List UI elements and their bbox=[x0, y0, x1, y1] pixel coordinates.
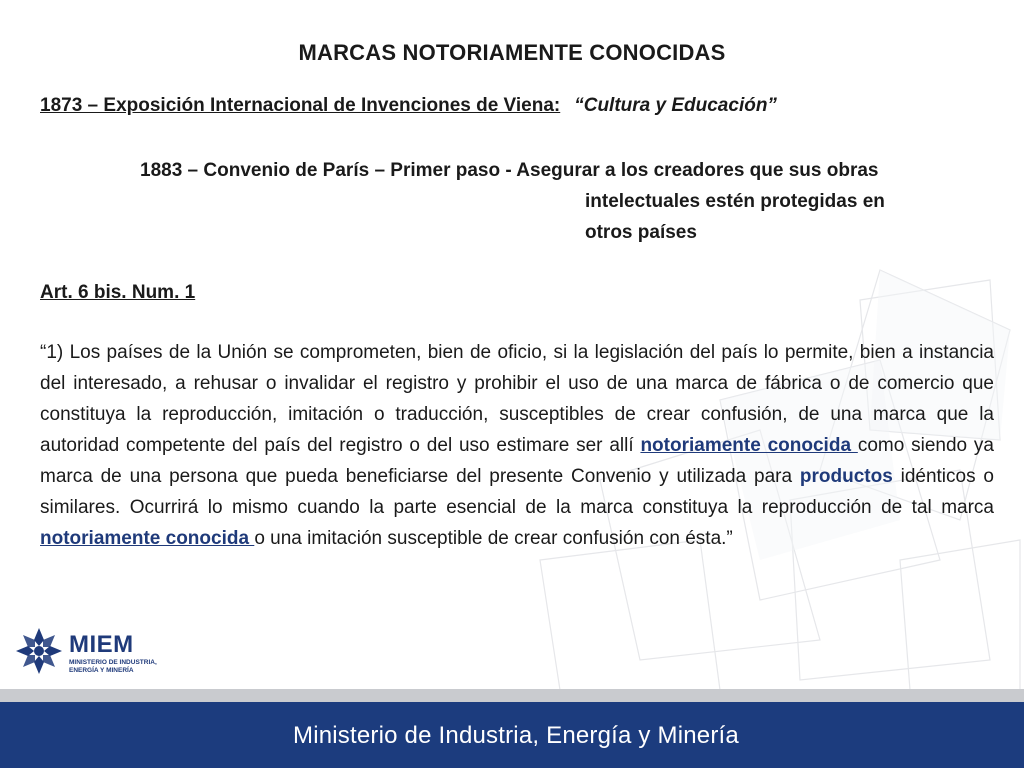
article-quote bbox=[40, 337, 994, 554]
history-event: 1873 – Exposición Internacional de Invenciones de Viena: bbox=[40, 95, 561, 116]
convenio-third-line: otros países bbox=[585, 222, 697, 243]
star-flower-icon bbox=[14, 626, 64, 676]
footer-stripe bbox=[0, 689, 1024, 702]
history-line bbox=[40, 95, 777, 117]
quote-highlight-productos: productos bbox=[799, 466, 893, 487]
footer-bar bbox=[0, 702, 1024, 768]
convenio-second-line: intelectuales estén protegidas en bbox=[585, 191, 885, 212]
quote-part4: o una imitación susceptible de crear confusión con ésta.” bbox=[254, 528, 733, 549]
logo-subtitle bbox=[69, 659, 169, 675]
convenio-block bbox=[140, 155, 1000, 248]
quote-highlight-notoriamente-2: notoriamente conocida bbox=[40, 528, 255, 549]
history-motto: “Cultura y Educación” bbox=[574, 95, 777, 116]
logo-subtitle-line1: MINISTERIO DE INDUSTRIA, bbox=[69, 659, 157, 666]
convenio-first-line: 1883 – Convenio de París – Primer paso - Asegurar a los creadores que sus obras bbox=[140, 160, 879, 181]
quote-part2: como siendo ya marca de una persona que pueda beneficiarse del presente Convenio y utilizada para bbox=[40, 435, 994, 487]
logo-name: MIEM bbox=[69, 631, 134, 658]
quote-part1: “1) Los países de la Unión se comprometen, bien de oficio, si la legislación del país lo permite, bien a instancia del interesado, a rehusar o invalidar el registro y prohibir el uso de una marca de fábrica o de comercio que constituya la reproducción, imitación o traducción, susceptibles de crear confusión, de una marca que la autoridad competente del país del registro o del uso estimare ser allí bbox=[40, 342, 994, 456]
article-heading: Art. 6 bis. Num. 1 bbox=[40, 282, 196, 303]
quote-part3: idénticos o similares. Ocurrirá lo mismo cuando la parte esencial de la marca constituya la reproducción de tal marca bbox=[40, 466, 994, 518]
footer-ministry-name: Ministerio de Industria, Energía y Minería bbox=[293, 722, 739, 749]
slide-title: MARCAS NOTORIAMENTE CONOCIDAS bbox=[298, 40, 726, 65]
quote-highlight-notoriamente-1: notoriamente conocida bbox=[640, 435, 858, 456]
miem-logo bbox=[14, 626, 164, 680]
logo-subtitle-line2: ENERGÍA Y MINERÍA bbox=[69, 667, 134, 674]
